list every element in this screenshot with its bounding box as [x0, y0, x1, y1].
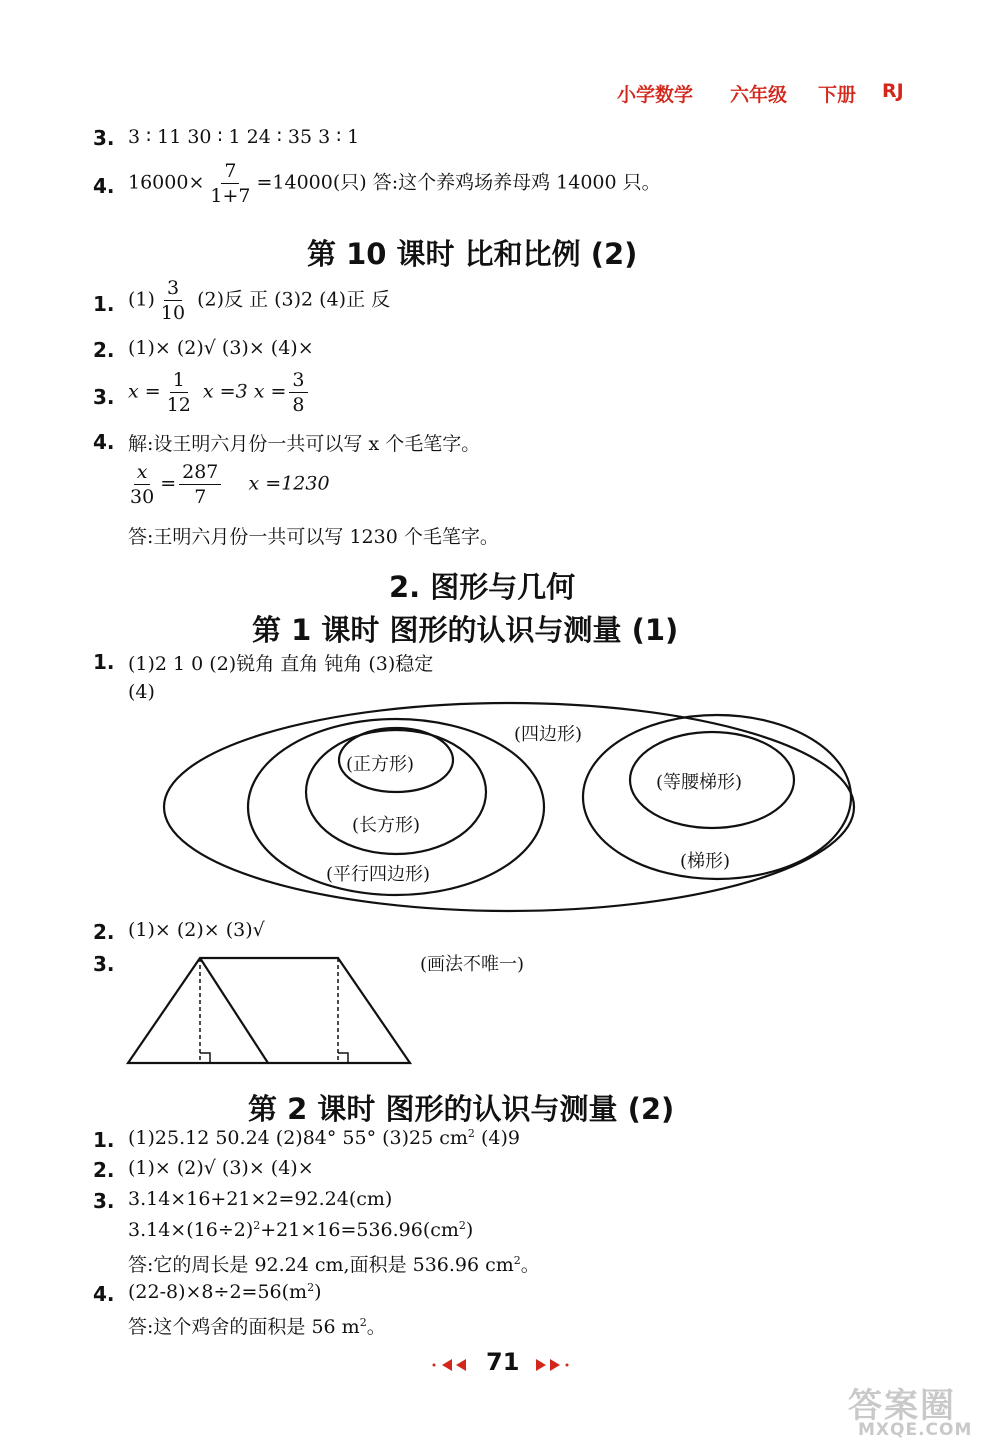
header-term: 下册	[818, 84, 857, 106]
answer-line: $(22-8)\times 8\div 2=56(m^2)$	[128, 1281, 322, 1303]
question-number: 4.	[93, 174, 115, 198]
section-title: 第 10 课时 比和比例 (2)	[307, 237, 638, 271]
answer-line: (1)× (2)√ (3)× (4)×	[128, 337, 314, 359]
section-title: 第 2 课时 图形的认识与测量 (2)	[248, 1092, 675, 1126]
venn-label-square: (正方形)	[346, 754, 415, 775]
watermark-logo: 答案圈	[848, 1386, 956, 1426]
answer-line: 3 ∶ 11 30 ∶ 1 24 ∶ 35 3 ∶ 1	[128, 126, 360, 148]
venn-label-rectangle: (长方形)	[352, 815, 421, 836]
equation-line: $\frac{x}{30}$ = $\frac{287}{7}$ x =1230	[130, 461, 330, 508]
answer-line: 答:这个鸡舍的面积是 56 $m^2$。	[128, 1316, 386, 1338]
question-number: 3.	[93, 126, 115, 150]
question-number: 2.	[93, 338, 115, 362]
question-number: 2.	[93, 920, 115, 944]
answer-line: x = $\frac{1}{12}$ x =3 x = $\frac{3}{8}$	[128, 368, 311, 417]
trapezoid-height-drawing	[120, 950, 420, 1070]
venn-label-quadrilateral: (四边形)	[514, 724, 583, 745]
answer-line: (1)25.12 50.24 (2)84° 55° (3)25 $cm^2$ (4)9	[128, 1127, 520, 1149]
watermark-url: MXQE.COM	[858, 1420, 973, 1440]
answer-line: (4)	[128, 681, 155, 703]
diagonal-line	[200, 958, 268, 1063]
next-arrows-icon	[532, 1356, 572, 1374]
answer-line: (1)× (2)√ (3)× (4)×	[128, 1157, 314, 1179]
question-number: 1.	[93, 650, 115, 674]
question-number: 4.	[93, 430, 115, 454]
question-number: 3.	[93, 385, 115, 409]
answer-line: 答:它的周长是 92.24 cm,面积是 536.96 $cm^2$。	[128, 1254, 540, 1276]
header-grade: 六年级	[730, 84, 788, 106]
note-text: (画法不唯一)	[420, 954, 525, 975]
answer-line: $3.14\times(16\div 2)^2+21\times 16=536.96(cm^2)$	[128, 1219, 474, 1241]
answer-line: (1)2 1 0 (2)锐角 直角 钝角 (3)稳定	[128, 653, 434, 675]
venn-label-parallelogram: (平行四边形)	[326, 864, 431, 885]
quadrilateral-ellipse	[164, 703, 854, 911]
answer-line: (1)× (2)× (3)√	[128, 919, 265, 941]
venn-label-isosceles-trapezoid: (等腰梯形)	[656, 772, 743, 793]
section-title: 第 1 课时 图形的认识与测量 (1)	[252, 613, 679, 647]
header-subject: 小学数学	[617, 84, 694, 106]
prev-arrows-icon	[430, 1356, 470, 1374]
answer-line: 解:设王明六月份一共可以写 x 个毛笔字。	[128, 433, 481, 455]
chapter-title: 2. 图形与几何	[389, 570, 576, 604]
answer-line: 16000× $\frac{7}{1+7}$ =14000(只) 答:这个养鸡场养母鸡 14000 只。	[128, 160, 661, 207]
question-number: 3.	[93, 1189, 115, 1213]
venn-label-trapezoid: (梯形)	[680, 851, 731, 872]
question-number: 4.	[93, 1282, 115, 1306]
trapezoid-shape	[128, 958, 410, 1063]
right-angle-mark	[338, 1053, 348, 1063]
quadrilateral-venn-diagram	[158, 700, 860, 915]
answer-line: (1) $\frac{3}{10}$ (2)反 正 (3)2 (4)正 反	[128, 277, 391, 324]
question-number: 1.	[93, 292, 115, 316]
answer-line: 3.14×16+21×2=92.24(cm)	[128, 1188, 393, 1210]
page-number: 71	[486, 1348, 520, 1376]
header-edition: RJ	[882, 80, 904, 102]
right-angle-mark	[200, 1053, 210, 1063]
question-number: 2.	[93, 1158, 115, 1182]
answer-line: 答:王明六月份一共可以写 1230 个毛笔字。	[128, 526, 499, 548]
question-number: 3.	[93, 952, 115, 976]
question-number: 1.	[93, 1128, 115, 1152]
